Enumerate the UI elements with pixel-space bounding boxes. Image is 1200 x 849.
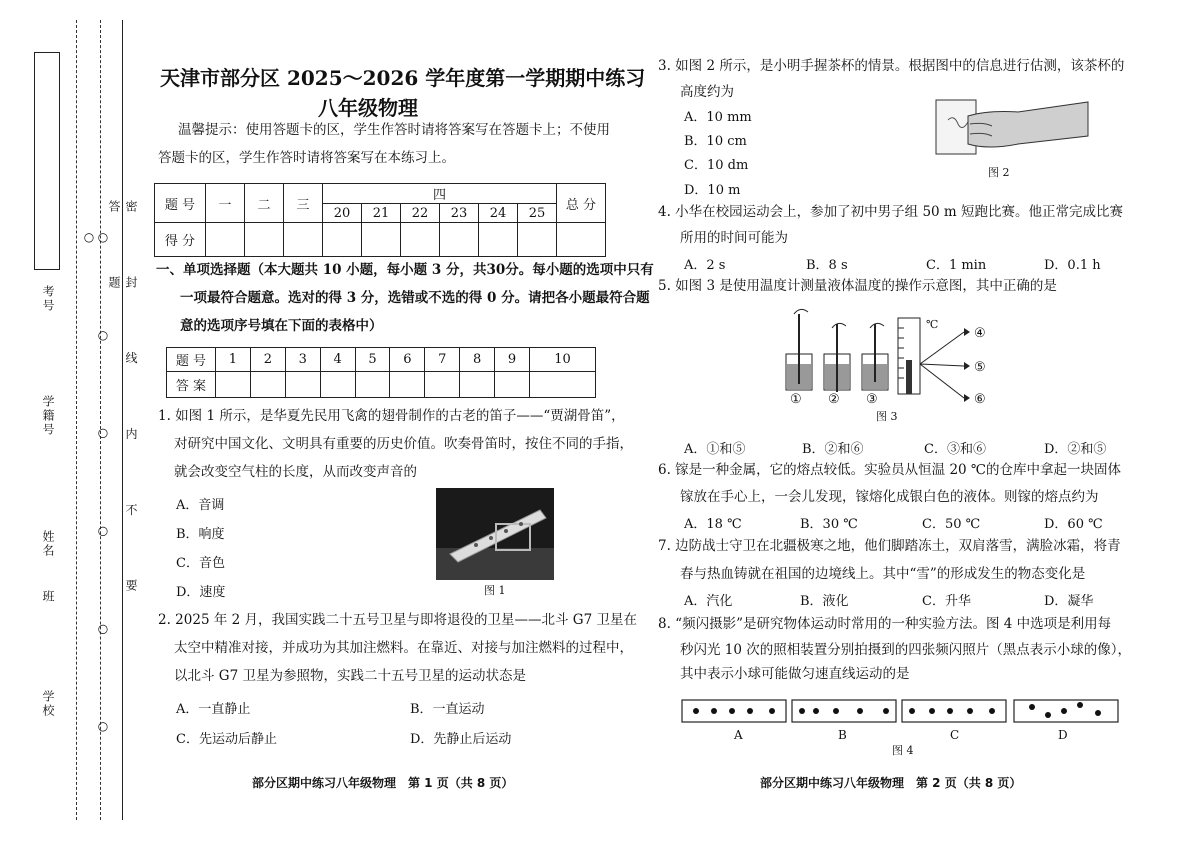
q7-line-1: 7. 边防战士守卫在北疆极寒之地，他们脚踏冻土，双肩落雪，满脸冰霜，将青 — [658, 538, 1121, 554]
q3-line-1: 3. 如图 2 所示，是小明手握茶杯的情景。根据图中的信息进行估测，该茶杯的 — [658, 58, 1125, 74]
figure-1-caption: 图 1 — [484, 584, 506, 597]
label-exam-no: 考号 — [41, 285, 55, 313]
score-header: 题 号 — [155, 184, 206, 223]
q2-option-a[interactable]: A．一直静止 — [176, 702, 251, 717]
q7-option-d[interactable]: D．凝华 — [1044, 594, 1094, 609]
q6-option-b[interactable]: B．30 ℃ — [800, 517, 858, 532]
label-school: 学校 — [41, 690, 55, 718]
q2-line-3: 以北斗 G7 卫星为参照物，实践二十五号卫星的运动状态是 — [174, 668, 526, 684]
q4-option-c[interactable]: C．1 min — [926, 258, 987, 273]
page-2-footer: 部分区期中练习八年级物理 第 2 页（共 8 页） — [760, 776, 1022, 790]
q8-line-2: 秒闪光 10 次的照相装置分别拍摄到的四张频闪照片（黑点表示小球的像）， — [680, 642, 1132, 658]
q4-option-b[interactable]: B．8 s — [806, 258, 848, 273]
fig4-label-a: A — [734, 728, 743, 742]
q4-line-2: 所用的时间可能为 — [680, 230, 788, 246]
q8-line-3: 其中表示小球可能做匀速直线运动的是 — [680, 666, 910, 682]
section1-line-2: 一项最符合题意。选对的得 3 分，选错或不选的得 0 分。请把各小题最符合题 — [180, 290, 650, 306]
q3-line-2: 高度约为 — [680, 84, 734, 100]
q5-line-1: 5. 如图 3 是使用温度计测量液体温度的操作示意图，其中正确的是 — [658, 278, 1057, 294]
figure-4-caption: 图 4 — [892, 744, 914, 757]
q7-option-b[interactable]: B．液化 — [800, 594, 849, 609]
fig3-label-4: ④ — [974, 326, 986, 341]
q2-option-c[interactable]: C．先运动后静止 — [176, 732, 277, 747]
tip-line-1: 温馨提示：使用答题卡的区，学生作答时请将答案写在答题卡上；不使用 — [178, 122, 610, 138]
q1-option-d[interactable]: D．速度 — [176, 585, 226, 600]
q1-line-3: 就会改变空气柱的长度，从而改变声音的 — [174, 464, 417, 480]
fig3-unit-label: ℃ — [926, 318, 939, 331]
figure-1-bone-flute — [436, 488, 554, 580]
fig3-label-3: ③ — [866, 392, 878, 407]
q2-option-d[interactable]: D．先静止后运动 — [410, 732, 512, 747]
label-class: 班 — [41, 590, 55, 604]
figure-4-strobe-photos — [680, 698, 1120, 724]
q4-option-d[interactable]: D．0.1 h — [1044, 258, 1101, 273]
q1-option-b[interactable]: B．响度 — [176, 527, 225, 542]
q7-option-c[interactable]: C．升华 — [922, 594, 971, 609]
q2-line-2: 太空中精准对接，并成功为其加注燃料。在靠近、对接与加注燃料的过程中， — [174, 640, 633, 656]
q1-line-1: 1. 如图 1 所示，是华夏先民用飞禽的翅骨制作的古老的笛子——“贾湖骨笛”， — [158, 408, 625, 424]
figure-3-caption: 图 3 — [876, 410, 898, 423]
q7-option-a[interactable]: A．汽化 — [684, 594, 733, 609]
q5-option-d[interactable]: D．②和⑤ — [1044, 442, 1107, 457]
figure-3-thermometer — [780, 304, 996, 408]
q5-option-a[interactable]: A．①和⑤ — [684, 442, 746, 457]
score-table[interactable]: 题 号 一 二 三 四 总 分 20 21 22 23 24 25 得 分 — [154, 183, 606, 257]
q7-line-2: 春与热血铸就在祖国的边境线上。其中“雪”的形成发生的物态变化是 — [680, 566, 1086, 582]
q1-option-c[interactable]: C．音色 — [176, 556, 225, 571]
fig3-label-5: ⑤ — [974, 360, 986, 375]
q1-option-a[interactable]: A．音调 — [176, 498, 225, 513]
seal-circles: ○ ○ ○ ○ ○ ○ ○ — [82, 230, 110, 774]
page-1-footer: 部分区期中练习八年级物理 第 1 页（共 8 页） — [252, 776, 514, 790]
q6-option-c[interactable]: C．50 ℃ — [922, 517, 981, 532]
q8-line-1: 8. “频闪摄影”是研究物体运动时常用的一种实验方法。图 4 中选项是利用每 — [658, 616, 1112, 632]
fig4-label-d: D — [1058, 728, 1068, 742]
figure-2-hand-cup — [930, 94, 1090, 158]
fig3-label-6: ⑥ — [974, 392, 986, 407]
q4-option-a[interactable]: A．2 s — [684, 258, 726, 273]
tip-line-2: 答题卡的区，学生作答时请将答案写在本练习上。 — [158, 150, 455, 166]
q6-line-2: 镓放在手心上，一会儿发现，镓熔化成银白色的液体。则镓的熔点约为 — [680, 489, 1099, 505]
section1-line-3: 意的选项序号填在下面的表格中） — [180, 318, 383, 334]
q3-option-a[interactable]: A．10 mm — [684, 110, 752, 125]
page-subtitle: 八年级物理 — [318, 96, 418, 120]
q3-option-b[interactable]: B．10 cm — [684, 134, 747, 149]
q3-option-c[interactable]: C．10 dm — [684, 158, 749, 173]
q4-line-1: 4. 小华在校园运动会上，参加了初中男子组 50 m 短跑比赛。他正常完成比赛 — [658, 204, 1124, 220]
label-student-id: 学籍号 — [41, 395, 55, 437]
q5-option-c[interactable]: C．③和⑥ — [924, 442, 986, 457]
fig3-label-1: ① — [790, 392, 802, 407]
fig4-label-b: B — [838, 728, 847, 742]
section1-line-1: 一、单项选择题（本大题共 10 小题，每小题 3 分，共30分。每小题的选项中只有 — [156, 262, 654, 278]
fig3-label-2: ② — [828, 392, 840, 407]
q3-option-d[interactable]: D．10 m — [684, 183, 741, 198]
label-name: 姓名 — [41, 530, 55, 558]
q6-option-a[interactable]: A．18 ℃ — [684, 517, 742, 532]
exam-number-boxes[interactable] — [34, 52, 60, 270]
q6-line-1: 6. 镓是一种金属，它的熔点较低。实验员从恒温 20 ℃的仓库中拿起一块固体 — [658, 462, 1122, 478]
fig4-label-c: C — [950, 728, 960, 742]
q6-option-d[interactable]: D．60 ℃ — [1044, 517, 1103, 532]
page-title: 天津市部分区 2025～2026 学年度第一学期期中练习 — [160, 66, 646, 90]
q2-option-b[interactable]: B．一直运动 — [410, 702, 485, 717]
seal-line-text: 密 封 线 内 不 要 答 题 — [107, 200, 138, 622]
q1-line-2: 对研究中国文化、文明具有重要的历史价值。吹奏骨笛时，按住不同的手指， — [174, 436, 633, 452]
q5-option-b[interactable]: B．②和⑥ — [802, 442, 864, 457]
answer-table[interactable]: 题 号 1 2 3 4 5 6 7 8 9 10 答 案 — [166, 347, 596, 398]
q2-line-1: 2. 2025 年 2 月，我国实践二十五号卫星与即将退役的卫星——北斗 G7 卫星在 — [158, 612, 637, 628]
figure-2-caption: 图 2 — [988, 166, 1010, 179]
